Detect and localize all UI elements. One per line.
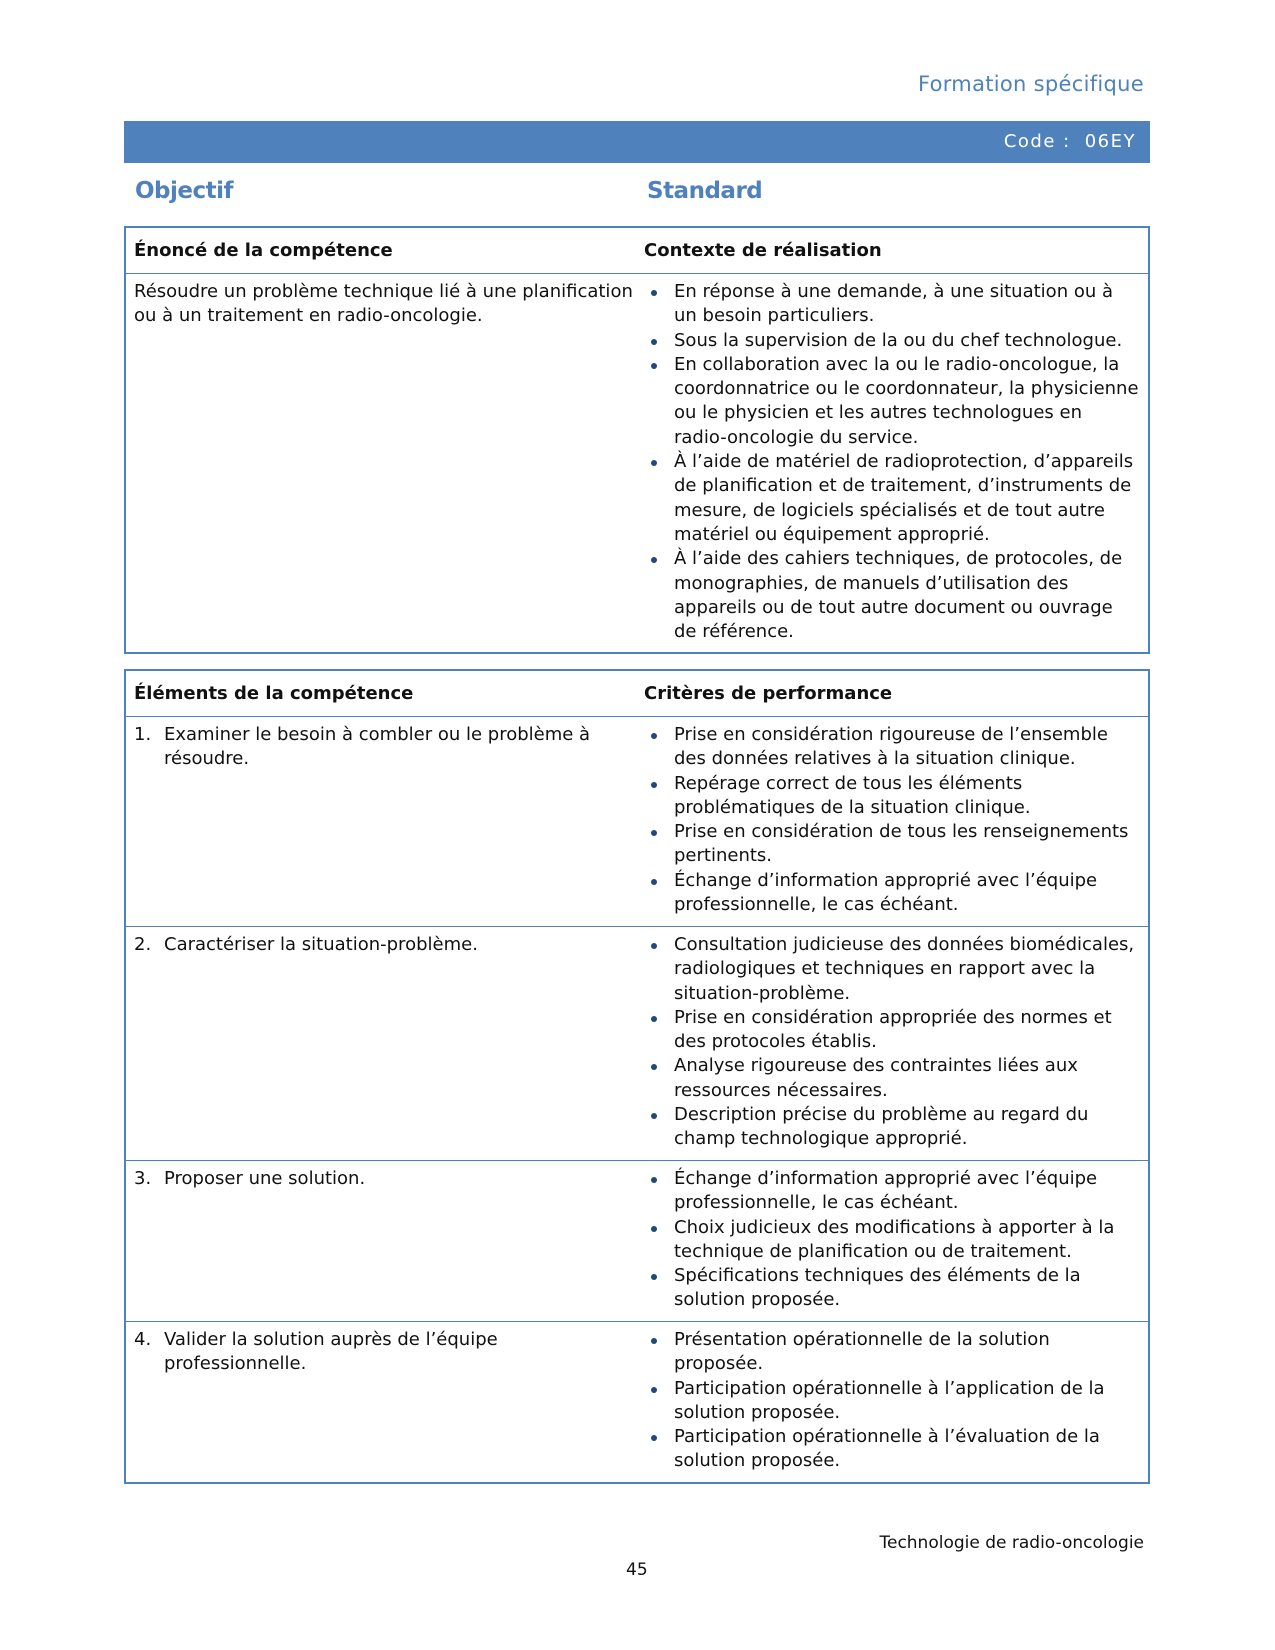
criteria-list [644,1328,1140,1474]
context-header: Contexte de réalisation [644,240,882,261]
list-item: Choix judicieux des modifications à apporter à la technique de planification ou de traitement. [644,1216,1140,1265]
list-item: Échange d’information approprié avec l’équipe professionnelle, le cas échéant. [644,1167,1140,1216]
list-item: Participation opérationnelle à l’application de la solution proposée. [644,1377,1140,1426]
criteria-list [644,1167,1140,1313]
table-row [126,926,1148,1160]
list-item: À l’aide des cahiers techniques, de protocoles, de monographies, de manuels d’utilisation des appareils ou de tout autre document ou ouvrage de référence. [644,547,1140,644]
element-item [134,1167,638,1191]
table-row [126,716,1148,926]
criteria-header: Critères de performance [644,683,893,704]
element-number: 2. [134,934,152,955]
list-item: Spécifications techniques des éléments de la solution proposée. [644,1264,1140,1313]
element-text: Caractériser la situation-problème. [164,934,478,955]
element-item [134,723,638,772]
list-item: Repérage correct de tous les éléments problématiques de la situation clinique. [644,772,1140,821]
context-cell [638,280,1148,644]
code-label: Code : [1003,131,1071,152]
list-item: Prise en considération appropriée des normes et des protocoles établis. [644,1006,1140,1055]
table-header-row [126,228,1148,273]
elements-header: Éléments de la compétence [134,683,414,704]
list-item: À l’aide de matériel de radioprotection, d’appareils de planification et de traitement, d’instruments de mesure, de logiciels spécialisés et de tout autre matériel ou équipement approprié. [644,450,1140,547]
list-item: Prise en considération rigoureuse de l’ensemble des données relatives à la situation clinique. [644,723,1140,772]
performance-criteria-table [124,669,1150,1484]
competency-statement-table [124,226,1150,654]
element-text: Valider la solution auprès de l’équipe professionnelle. [164,1329,498,1375]
list-item: Prise en considération de tous les renseignements pertinents. [644,820,1140,869]
course-code [1004,131,1136,152]
context-list [644,280,1140,644]
statement-header: Énoncé de la compétence [134,240,393,261]
element-item [134,1328,638,1377]
objectif-title: Objectif [135,178,234,204]
element-text: Proposer une solution. [164,1168,366,1189]
table-header-row [126,671,1148,716]
criteria-list [644,933,1140,1152]
list-item: En réponse à une demande, à une situation ou à un besoin particuliers. [644,280,1140,329]
page-number: 45 [626,1560,648,1580]
table-row [126,1160,1148,1321]
code-value: 06EY [1084,131,1136,152]
list-item: Sous la supervision de la ou du chef technologue. [644,329,1140,353]
table-row [126,1321,1148,1482]
list-item: Échange d’information approprié avec l’équipe professionnelle, le cas échéant. [644,869,1140,918]
code-band [124,121,1150,163]
element-number: 1. [134,724,152,745]
element-item [134,933,638,957]
list-item: Description précise du problème au regard du champ technologique approprié. [644,1103,1140,1152]
list-item: Consultation judicieuse des données biomédicales, radiologiques et techniques en rapport avec la situation-problème. [644,933,1140,1006]
list-item: Analyse rigoureuse des contraintes liées aux ressources nécessaires. [644,1054,1140,1103]
competency-statement: Résoudre un problème technique lié à une planification ou à un traitement en radio-oncologie. [134,281,633,327]
section-label: Formation spécifique [917,72,1144,96]
list-item: Présentation opérationnelle de la solution proposée. [644,1328,1140,1377]
footer-program-name: Technologie de radio-oncologie [879,1533,1144,1553]
element-text: Examiner le besoin à combler ou le problème à résoudre. [164,724,591,770]
element-number: 4. [134,1329,152,1350]
criteria-list [644,723,1140,917]
standard-title: Standard [647,178,763,204]
list-item: Participation opérationnelle à l’évaluation de la solution proposée. [644,1425,1140,1474]
element-number: 3. [134,1168,152,1189]
table-row [126,273,1148,644]
list-item: En collaboration avec la ou le radio-oncologue, la coordonnatrice ou le coordonnateur, la physicienne ou le physicien et les autres technologues en radio-oncologie du service. [644,353,1140,450]
